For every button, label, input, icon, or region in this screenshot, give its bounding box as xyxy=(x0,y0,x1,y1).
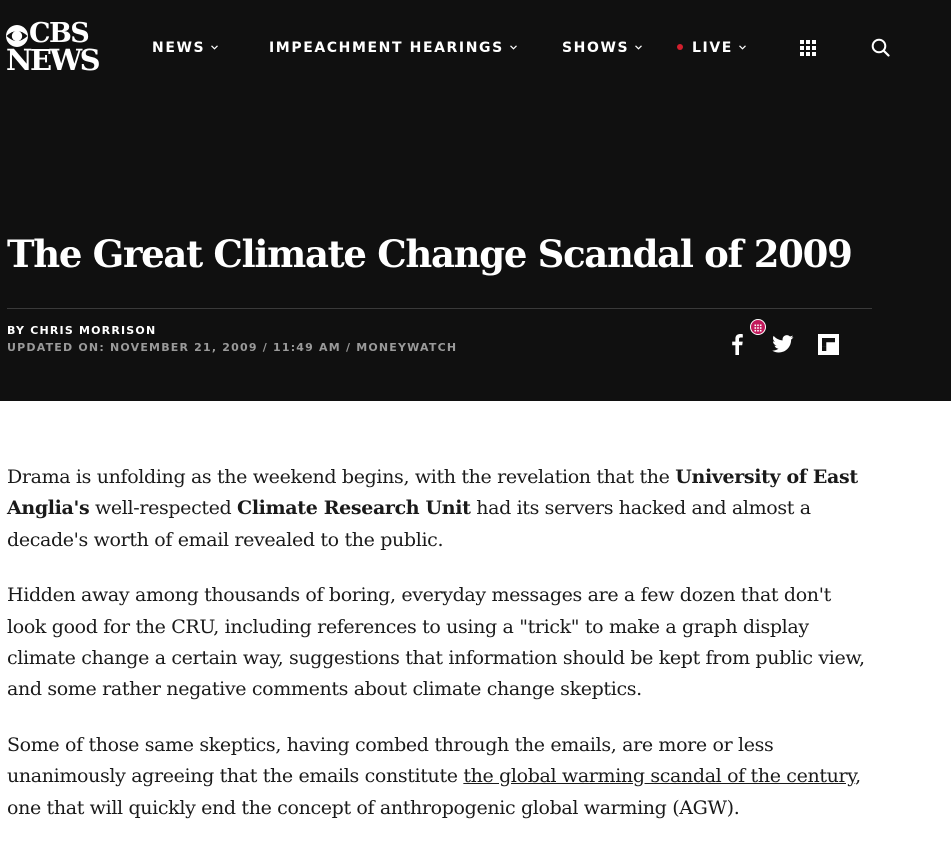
nav-impeachment-label: IMPEACHMENT HEARINGS xyxy=(269,40,504,56)
nav-shows-label: SHOWS xyxy=(562,40,630,56)
byline xyxy=(7,323,156,339)
chevron-down-icon xyxy=(739,45,746,50)
paragraph-text: Drama is unfolding as the weekend begins, with the revelation that the xyxy=(7,466,676,488)
dateline-separator: / xyxy=(262,341,268,354)
paragraph-text: had its servers hacked and almost a decade's worth of email revealed to the public. xyxy=(7,497,811,551)
dateline xyxy=(7,340,457,356)
updated-date: NOVEMBER 21, 2009 xyxy=(109,341,258,354)
facebook-icon xyxy=(731,333,743,355)
search-button[interactable] xyxy=(871,38,890,61)
search-icon xyxy=(871,38,890,57)
chevron-down-icon xyxy=(211,45,218,50)
nav-shows[interactable] xyxy=(562,38,642,58)
header-divider xyxy=(7,308,872,309)
nav-news[interactable] xyxy=(152,38,218,58)
byline-prefix: BY xyxy=(7,324,26,337)
chevron-down-icon xyxy=(510,45,517,50)
notification-badge[interactable] xyxy=(750,319,766,335)
paragraph-text: Some of those same skeptics, having combed through the emails, are more or less unanimously agreeing that the emails constitute xyxy=(7,733,774,788)
article-paragraph: Hidden away among thousands of boring, everyday messages are a few dozen that don't look good for the CRU, including references to using a "trick" to make a graph display climate change a certain way, suggestions that information should be kept from public view, and some rather negative comments about climate change skeptics. xyxy=(7,584,865,701)
nav-impeachment-hearings[interactable] xyxy=(269,38,517,58)
paragraph-text: , one that will quickly end the concept of anthropogenic global warming (AGW). xyxy=(7,765,861,819)
site-header xyxy=(0,0,951,401)
live-indicator-dot xyxy=(677,44,683,50)
article-paragraph xyxy=(7,730,872,824)
logo-cbs-text: CBS xyxy=(29,18,89,49)
bold-text: Climate Research Unit xyxy=(237,497,471,520)
nav-news-label: NEWS xyxy=(152,40,206,56)
share-facebook-button[interactable] xyxy=(731,333,743,359)
article-body xyxy=(7,462,872,848)
twitter-icon xyxy=(772,335,794,353)
bold-text: University of East Anglia's xyxy=(7,466,858,520)
nav-live[interactable] xyxy=(677,38,746,58)
share-twitter-button[interactable] xyxy=(772,335,794,357)
grid-icon xyxy=(751,321,765,335)
dateline-separator: / xyxy=(345,341,352,354)
author-link[interactable]: CHRIS MORRISON xyxy=(30,324,157,337)
global-warming-scandal-link[interactable]: the global warming scandal of the century xyxy=(463,765,856,788)
updated-time: 11:49 AM xyxy=(273,341,341,354)
chevron-down-icon xyxy=(635,45,642,50)
logo-news-text: NEWS xyxy=(6,43,99,77)
article-headline: The Great Climate Change Scandal of 2009 xyxy=(7,232,852,276)
share-flipboard-button[interactable] xyxy=(818,334,839,359)
nav-live-label: LIVE xyxy=(692,40,733,56)
apps-grid-button[interactable] xyxy=(800,40,816,60)
updated-label: UPDATED ON: xyxy=(7,341,105,354)
flipboard-icon xyxy=(818,334,839,355)
paragraph-text: well-respected xyxy=(89,497,238,520)
article-paragraph xyxy=(7,462,872,556)
grid-icon xyxy=(800,40,816,56)
cbs-news-logo[interactable] xyxy=(5,18,99,77)
section-label[interactable]: MONEYWATCH xyxy=(356,341,458,354)
